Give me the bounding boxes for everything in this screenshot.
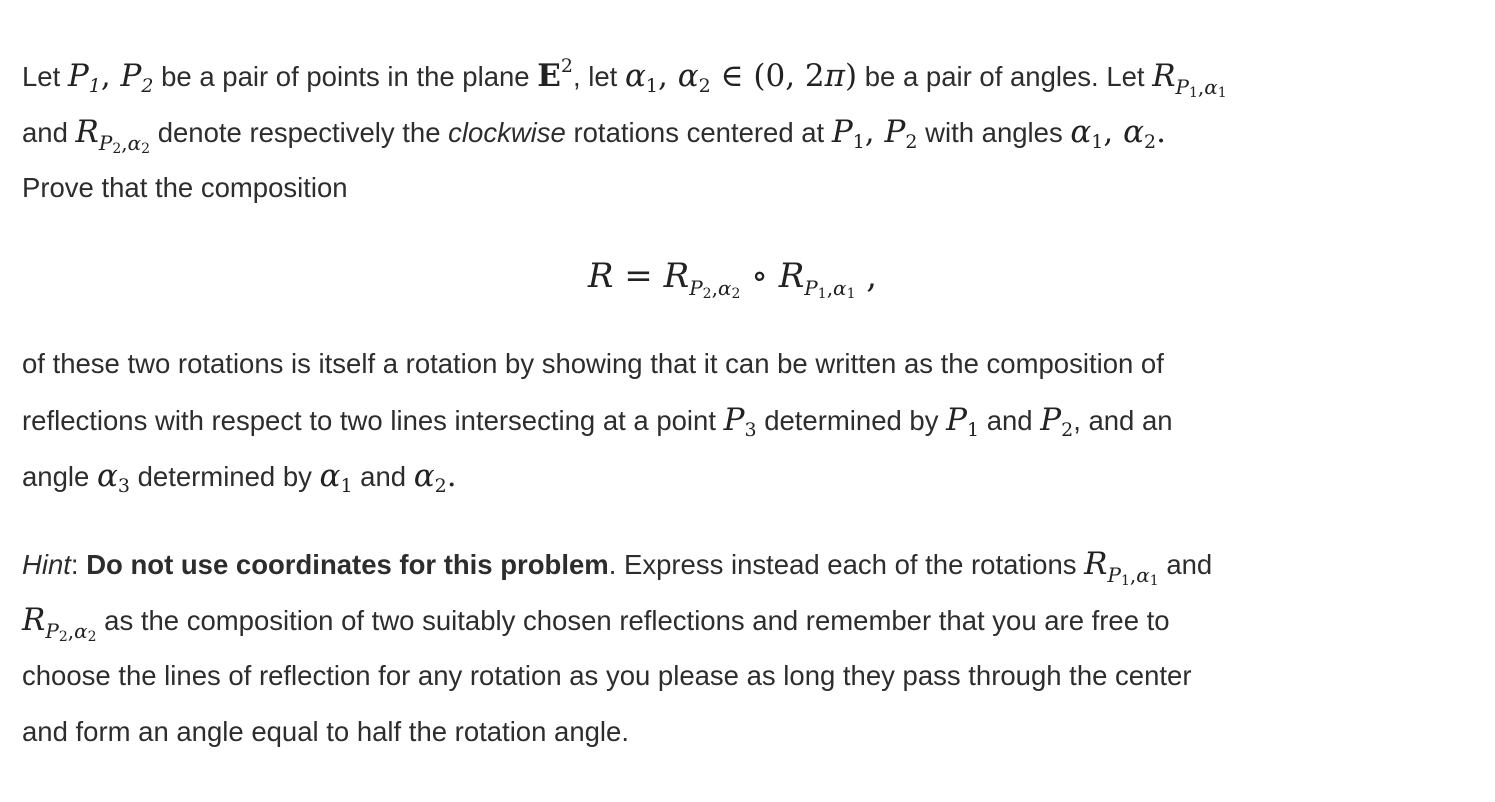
clockwise-emphasis: clockwise	[448, 117, 566, 148]
hint-line-4: and form an angle equal to half the rotation angle.	[22, 716, 629, 747]
math-p2: $P_2$	[120, 58, 154, 97]
paragraph-1-line-3: Prove that the composition	[22, 172, 348, 203]
math-p3: $P_3$	[723, 402, 757, 441]
hint-bold-instruction: Do not use coordinates for this problem	[86, 549, 609, 580]
math-angles-2: $\alpha_1$, $\alpha_2$.	[1070, 114, 1166, 153]
math-p1: $P_1$	[67, 58, 101, 97]
hint-line-3: choose the lines of reflection for any rotation as you please as long they pass through the center	[22, 660, 1192, 691]
math-angles: $\alpha_1$, $\alpha_2$ ∈ (0, 2π)	[624, 58, 858, 97]
paragraph-2-line-2: reflections with respect to two lines intersecting at a point $P_3$ determined by $P_1$ and $P_2$, and an	[22, 402, 1173, 441]
paragraph-2-line-1: of these two rotations is itself a rotation by showing that it can be written as the composition of	[22, 348, 1164, 379]
paragraph-1-line-1: Let $P_1$, $P_2$ be a pair of points in the plane $E^2$, let $\alpha_1$, $\alpha_2$ ∈ (0, 2π) be a pair of angles. Let $R_{P_1,\alpha_1}$	[22, 55, 1227, 101]
display-equation: $R = R_{P_2,\alpha_2}$ ∘ $R_{P_1,\alpha_1}$ ,	[587, 256, 878, 302]
math-rotation-1: $R_{P_1,\alpha_1}$	[1152, 58, 1227, 101]
math-euclidean-plane: $E^2$	[537, 55, 573, 94]
math-alpha3: $\alpha_3$	[96, 458, 130, 497]
math-centers: $P_1$, $P_2$	[831, 114, 918, 153]
paragraph-1-line-2: and $R_{P_2,\alpha_2}$ denote respectively the clockwise rotations centered at $P_1$, $P_2$ with angles $\alpha_1$, $\alpha_2$.	[22, 114, 1166, 157]
math-rotation-2: $R_{P_2,\alpha_2}$	[75, 114, 151, 157]
hint-label: Hint	[22, 549, 71, 580]
hint-line-2: $R_{P_2,\alpha_2}$ as the composition of two suitably chosen reflections and remember that you are free to	[22, 602, 1170, 645]
hint-line-1: Hint: Do not use coordinates for this problem. Express instead each of the rotations $R_{P_1,\alpha_1}$ and	[22, 546, 1213, 589]
paragraph-2-line-3: angle $\alpha_3$ determined by $\alpha_1$ and $\alpha_2$.	[22, 458, 457, 497]
